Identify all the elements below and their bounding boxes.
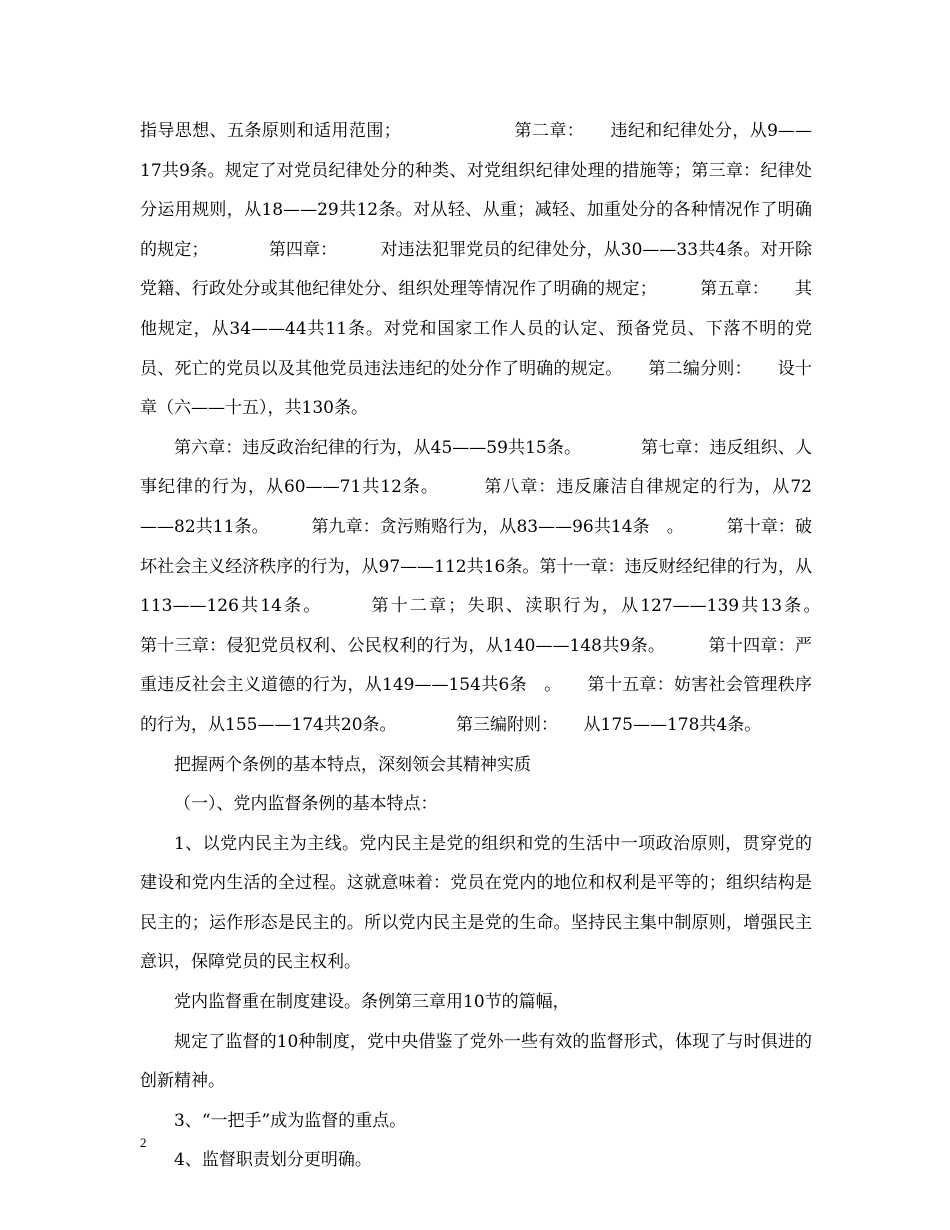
paragraph-point-two-intro: 党内监督重在制度建设。条例第三章用10节的篇幅，	[174, 992, 570, 1013]
paragraph-point-two-detail: 规定了监督的10种制度，党中央借鉴了党外一些有效的监督形式，体现了与时俱进的创新精神。	[140, 1031, 812, 1092]
document-body	[140, 112, 880, 1181]
paragraph-subheading: （一）、党内监督条例的基本特点：	[174, 794, 438, 815]
paragraph-point-three: 3、“一把手”成为监督的重点。	[174, 1110, 407, 1131]
paragraph-section-heading: 把握两个条例的基本特点，深刻领会其精神实质	[174, 754, 531, 775]
page-number: 2	[140, 1135, 147, 1150]
paragraph-chapters-part-one: 指导思想、五条原则和适用范围； 第二章： 违纪和纪律处分，从9——17共9条。规定了对党员纪律处分的种类、对党组织纪律处理的措施等；第三章：纪律处分运用规则，从18——29共12条。对从轻、从重；减轻、加重处分的各种情况作了明确的规定； 第四章： 对违法犯罪党员的纪律处分，从30——33共4条。对开除党籍、行政处分或其他纪律处分、组织处理等情况作了明确的规定； 第五章： 其他规定，从34——44共11条。对党和国家工作人员的认定、预备党员、下落不明的党员、死亡的党员以及其他党员违法违纪的处分作了明确的规定。 第二编分则： 设十章（六——十五），共130条。	[140, 121, 812, 419]
paragraph-point-four: 4、监督职责划分更明确。	[174, 1150, 372, 1171]
paragraph-chapters-part-two: 第六章：违反政治纪律的行为，从45——59共15条。 第七章：违反组织、人事纪律的行为，从60——71共12条。 第八章：违反廉洁自律规定的行为，从72——82共11条。 第九章：贪污贿赂行为，从83——96共14条 。 第十章：破坏社会主义经济秩序的行为，从97——112共16条。第十一章：违反财经纪律的行为，从113——126共14条。 第十二章；失职、渎职行为，从127——139共13条。 第十三章：侵犯党员权利、公民权利的行为，从140——148共9条。 第十四章：严重违反社会主义道德的行为，从149——154共6条 。 第十五章：妨害社会管理秩序的行为，从155——174共20条。 第三编附则： 从175——178共4条。	[140, 437, 880, 735]
paragraph-point-one: 1、以党内民主为主线。党内民主是党的组织和党的生活中一项政治原则，贯穿党的建设和党内生活的全过程。这就意味着：党员在党内的地位和权利是平等的；组织结构是民主的；运作形态是民主的。所以党内民主是党的生命。坚持民主集中制原则，增强民主意识，保障党员的民主权利。	[140, 833, 812, 973]
